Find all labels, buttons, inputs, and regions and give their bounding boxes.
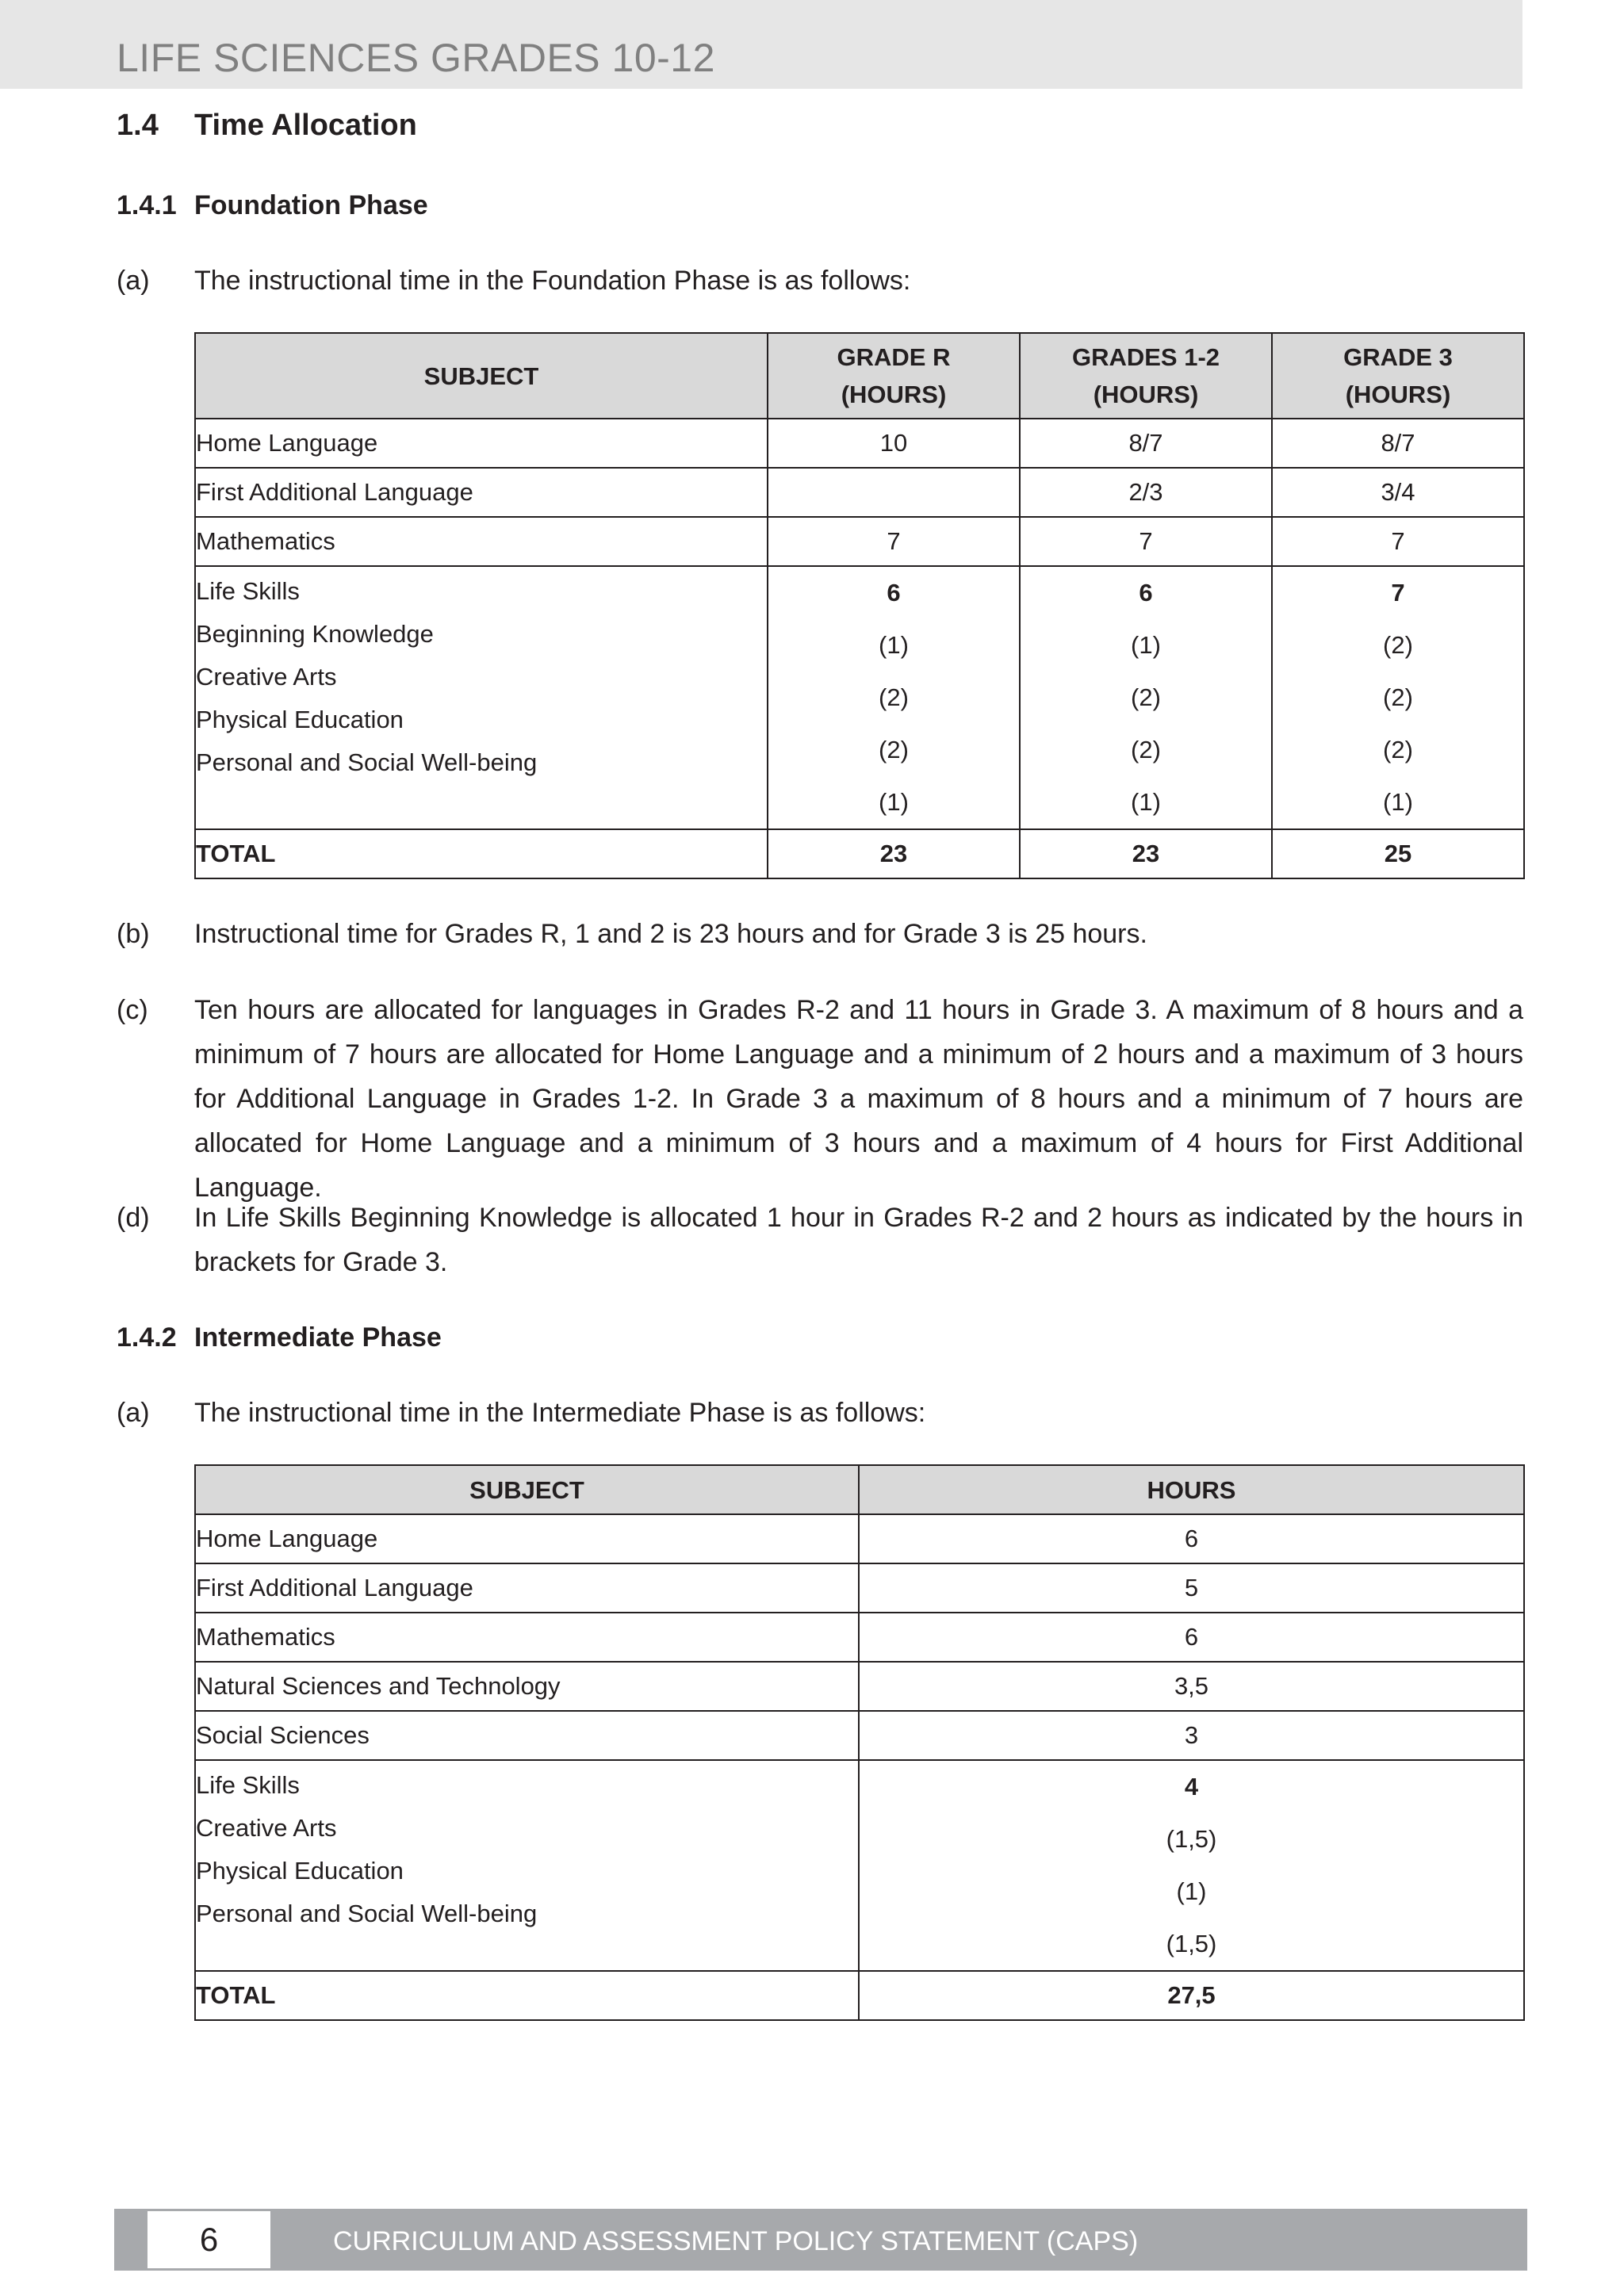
value: (1,5) [1166, 1825, 1217, 1853]
cell-grade-3: 3/4 [1272, 468, 1524, 517]
cell-subject: Natural Sciences and Technology [195, 1662, 859, 1711]
life-skills-hours [859, 1760, 1524, 1971]
cell-hours: 3,5 [859, 1662, 1524, 1711]
table-row [195, 1613, 1524, 1662]
intermediate-title: Intermediate Phase [194, 1322, 442, 1353]
total-grades-1-2: 23 [1020, 829, 1272, 878]
value: (2) [1383, 683, 1413, 711]
subject-beginning-knowledge: Beginning Knowledge [196, 620, 434, 648]
subject-physical-education: Physical Education [196, 706, 404, 733]
life-skills-row [195, 1760, 1524, 1971]
intermediate-table [194, 1464, 1525, 2021]
cell-subject: Home Language [195, 1514, 859, 1563]
table-header-row [195, 333, 1524, 419]
total-grade-r: 23 [768, 829, 1020, 878]
table-row [195, 1563, 1524, 1613]
value: 7 [1391, 579, 1405, 607]
header-grade-r-unit: (HOURS) [841, 381, 947, 408]
cell-subject: First Additional Language [195, 1563, 859, 1613]
cell-subject: Social Sciences [195, 1711, 859, 1760]
value: (2) [1383, 631, 1413, 659]
cell-grade-r [768, 468, 1020, 517]
cell-hours: 3 [859, 1711, 1524, 1760]
life-skills-subjects [195, 566, 768, 829]
cell-grade-r: 7 [768, 517, 1020, 566]
life-skills-grade-r [768, 566, 1020, 829]
intermediate-number: 1.4.2 [117, 1322, 177, 1353]
header-grade-r-label: GRADE R [837, 343, 951, 371]
total-row [195, 829, 1524, 878]
para-label: (d) [117, 1203, 150, 1233]
value: (1) [1131, 631, 1161, 659]
cell-grades-1-2: 2/3 [1020, 468, 1272, 517]
cell-hours: 5 [859, 1563, 1524, 1613]
table-row [195, 468, 1524, 517]
para-label: (c) [117, 995, 148, 1025]
header-grade-r [768, 333, 1020, 419]
header-hours: HOURS [859, 1465, 1524, 1514]
life-skills-grade-3 [1272, 566, 1524, 829]
cell-subject: Mathematics [195, 517, 768, 566]
life-skills-subjects [195, 1760, 859, 1971]
para-text: The instructional time in the Intermediate Phase is as follows: [194, 1398, 926, 1428]
table-row [195, 1514, 1524, 1563]
header-grades-1-2-unit: (HOURS) [1093, 381, 1199, 408]
cell-grade-3: 7 [1272, 517, 1524, 566]
header-grades-1-2-label: GRADES 1-2 [1071, 343, 1220, 371]
header-grade-3-unit: (HOURS) [1345, 381, 1451, 408]
value: 6 [887, 579, 901, 607]
intermediate-heading [117, 1322, 442, 1353]
para-text: In Life Skills Beginning Knowledge is allocated 1 hour in Grades R-2 and 2 hours as indicated by the hours in brackets for Grade 3. [194, 1203, 1523, 1277]
header-subject: SUBJECT [195, 333, 768, 419]
para-label: (a) [117, 266, 150, 296]
para-text: Instructional time for Grades R, 1 and 2 is 23 hours and for Grade 3 is 25 hours. [194, 919, 1147, 949]
subject-life-skills: Life Skills [196, 1771, 300, 1799]
cell-grade-r: 10 [768, 419, 1020, 468]
total-row [195, 1971, 1524, 2020]
footer-title: CURRICULUM AND ASSESSMENT POLICY STATEMENT (CAPS) [333, 2226, 1139, 2256]
life-skills-row [195, 566, 1524, 829]
cell-subject: Mathematics [195, 1613, 859, 1662]
header-grade-3-label: GRADE 3 [1343, 343, 1453, 371]
total-hours: 27,5 [859, 1971, 1524, 2020]
subject-life-skills: Life Skills [196, 577, 300, 605]
value: (1) [879, 631, 909, 659]
subject-physical-education: Physical Education [196, 1857, 404, 1885]
header-title: LIFE SCIENCES GRADES 10-12 [117, 36, 715, 80]
header-subject: SUBJECT [195, 1465, 859, 1514]
para-label: (b) [117, 919, 150, 949]
table-header-row [195, 1465, 1524, 1514]
life-skills-grades-1-2 [1020, 566, 1272, 829]
cell-grades-1-2: 7 [1020, 517, 1272, 566]
cell-grade-3: 8/7 [1272, 419, 1524, 468]
table-row [195, 1662, 1524, 1711]
value: (2) [879, 736, 909, 763]
foundation-heading [117, 190, 428, 221]
subject-creative-arts: Creative Arts [196, 1814, 337, 1842]
section-heading [117, 109, 417, 143]
table-row [195, 517, 1524, 566]
section-title: Time Allocation [194, 109, 417, 142]
foundation-table [194, 332, 1525, 879]
subject-personal-social: Personal and Social Well-being [196, 748, 538, 776]
value: (1) [1176, 1877, 1207, 1905]
section-number: 1.4 [117, 109, 159, 142]
para-label: (a) [117, 1398, 150, 1428]
value: (2) [1131, 736, 1161, 763]
total-label: TOTAL [195, 1971, 859, 2020]
value: 4 [1184, 1773, 1199, 1800]
subject-creative-arts: Creative Arts [196, 663, 337, 691]
para-text: The instructional time in the Foundation Phase is as follows: [194, 266, 911, 296]
total-grade-3: 25 [1272, 829, 1524, 878]
table-row [195, 1711, 1524, 1760]
value: (1,5) [1166, 1930, 1217, 1957]
para-text: Ten hours are allocated for languages in Grades R-2 and 11 hours in Grade 3. A maximum of 8 hours and a minimum of 7 hours are allocated for Home Language and a minimum of 2 hours and a maximum of 3 hours for Additional Language in Grades 1-2. In Grade 3 a maximum of 8 hours and a minimum of 7 hours are allocated for Home Language and a minimum of 3 hours and a maximum of 4 hours for First Additional Language. [194, 995, 1523, 1203]
table-row [195, 419, 1524, 468]
value: (1) [879, 788, 909, 816]
cell-hours: 6 [859, 1514, 1524, 1563]
value: 6 [1139, 579, 1153, 607]
subject-personal-social: Personal and Social Well-being [196, 1900, 538, 1927]
value: (2) [879, 683, 909, 711]
foundation-title: Foundation Phase [194, 190, 428, 220]
header-grade-3 [1272, 333, 1524, 419]
foundation-number: 1.4.1 [117, 190, 177, 220]
cell-grades-1-2: 8/7 [1020, 419, 1272, 468]
cell-subject: First Additional Language [195, 468, 768, 517]
cell-hours: 6 [859, 1613, 1524, 1662]
value: (1) [1383, 788, 1413, 816]
value: (2) [1383, 736, 1413, 763]
page-number: 6 [147, 2211, 270, 2268]
value: (1) [1131, 788, 1161, 816]
value: (2) [1131, 683, 1161, 711]
total-label: TOTAL [195, 829, 768, 878]
header-grades-1-2 [1020, 333, 1272, 419]
cell-subject: Home Language [195, 419, 768, 468]
